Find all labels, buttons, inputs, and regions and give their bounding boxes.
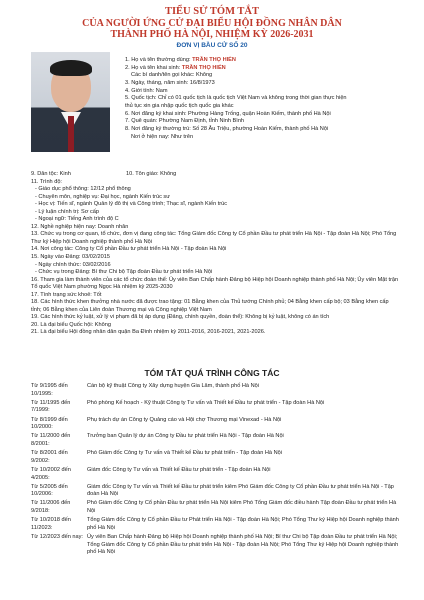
portrait-tie — [68, 116, 74, 152]
work-row — [31, 400, 401, 415]
work-description: Giám đốc Công ty Tư vấn và Thiết kế Đầu tư phát triển kiêm Phó Giám đốc Công ty Cổ phần Đầu tư phát triển Hà Nội - Tập đoàn Hà Nội — [87, 483, 394, 498]
work-description: Ủy viên Ban Chấp hành Đảng bộ Hiệp hội Doanh nghiệp thành phố Hà Nội; Bí thư Chi bộ Tập đoàn Đầu tư phát triển Hà Nội; Tổng Giám đốc Công ty Cổ phần Đầu tư phát triển Hà Nội - Tập đoàn Hà Nội; Phó Tổng Thư ký Hiệp hội Doanh nghiệp thành phố Hà Nội — [87, 534, 399, 556]
work-period: Từ 11/2000 đến 8/2001: — [31, 433, 71, 447]
info-row — [125, 126, 421, 134]
info-row — [125, 57, 421, 65]
election-unit: ĐƠN VỊ BẦU CỬ SỐ 20 — [176, 42, 248, 49]
detail-item: 16. Tham gia làm thành viên của các tổ chức đoàn thể: Ủy viên Ban Chấp hành Đảng bộ Hiệp hội Doanh nghiệp thành phố Hà Nội; Ủy viên Mặt trận Tổ quốc Việt Nam phường Ngọc Hà nhiệm kỳ 2025-2030 — [31, 276, 399, 291]
ethnicity-religion-row — [31, 171, 399, 179]
portrait-hair — [50, 60, 92, 76]
info-row — [125, 65, 421, 73]
work-period: Từ 10/2018 đến 11/2023: — [31, 517, 71, 531]
details-list — [31, 179, 399, 337]
detail-item: 15. Ngày vào Đảng: 03/02/2015 — [31, 254, 110, 261]
work-description: Phụ trách dự án Công ty Quảng cáo và Hội chợ Thương mại Vinexad - Hà Nội — [87, 416, 282, 423]
info-value: TRẦN THỌ HIỂN — [192, 57, 236, 63]
work-row — [31, 433, 401, 448]
candidate-details — [31, 171, 399, 337]
info-label: 1. Họ và tên thường dùng: — [125, 57, 193, 63]
ethnicity: 9. Dân tộc: Kinh — [31, 171, 71, 177]
work-period: Từ 11/2006 đến 9/2018: — [31, 500, 71, 515]
work-description: Cán bộ kỹ thuật Công ty Xây dựng huyện Gia Lâm, thành phố Hà Nội — [87, 383, 259, 389]
work-description: Giám đốc Công ty Tư vấn và Thiết kế Đầu tư phát triển - Tập đoàn Hà Nội — [87, 466, 271, 473]
work-row — [31, 500, 401, 515]
info-label: Các bí danh/tên gọi khác: Không — [131, 72, 213, 79]
detail-item: 12. Nghề nghiệp hiện nay: Doanh nhân — [31, 223, 129, 230]
detail-item: - Chức vụ trong Đảng: Bí thư Chi bộ Tập đoàn Đầu tư phát triển Hà Nội — [35, 269, 213, 276]
detail-item: 13. Chức vụ trong cơ quan, tổ chức, đơn vị đang công tác: Tổng Giám đốc Công ty Cổ phần Đầu tư phát triển Hà Nội - Tập đoàn Hà Nội; Phó Tổng Thư ký Hiệp hội Doanh nghiệp thành phố Hà Nội — [31, 231, 397, 245]
work-period: Từ 8/2001 đến 9/2002: — [31, 450, 68, 464]
document-subtitle-term: THÀNH PHỐ HÀ NỘI, NHIỆM KỲ 2026-2031 — [110, 29, 314, 40]
work-row — [31, 450, 401, 465]
work-description: Phó Giám đốc Công ty Cổ phần Đầu tư phát triển Hà Nội kiêm Phó Tổng Giám đốc điều hành Tập đoàn Đầu tư phát triển Hà Nội — [87, 500, 397, 515]
religion: 10. Tôn giáo: Không — [126, 171, 177, 177]
info-label: thủ tục xin gia nhập quốc tịch quốc gia khác — [125, 102, 234, 109]
personal-info — [125, 57, 421, 141]
detail-item: 17. Tình trạng sức khoẻ: Tốt — [31, 291, 102, 298]
detail-item: 19. Các hình thức kỷ luật, xử lý vi phạm đã bị áp dụng (Đảng, chính quyền, đoàn thể): Không bị kỷ luật, không có án tích — [31, 314, 330, 321]
work-description: Trưởng ban Quản lý dự án Công ty Đầu tư phát triển Hà Nội - Tập đoàn Hà Nội — [87, 433, 284, 440]
info-label: 4. Giới tính: Nam — [125, 87, 168, 94]
info-label: 7. Quê quán: Phường Nam Định, tỉnh Ninh Bình — [125, 118, 245, 125]
detail-item: 21. Là đại biểu Hội đồng nhân dân quận Ba Đình nhiệm kỳ 2011-2016, 2016-2021, 2021-2026. — [31, 329, 266, 336]
work-history-title: TÓM TẮT QUÁ TRÌNH CÔNG TÁC — [144, 368, 280, 378]
info-row — [125, 103, 421, 111]
info-label: 8. Nơi đăng ký thường trú: Số 28 Âu Triệu, phường Hoàn Kiếm, thành phố Hà Nội — [125, 125, 329, 132]
detail-item: 20. Là đại biểu Quốc hội: Không — [31, 321, 111, 328]
work-description: Phó phòng Kế hoạch - Kỹ thuật Công ty Tư vấn và Thiết kế Đầu tư phát triển - Tập đoàn Hà Nội — [87, 399, 325, 406]
info-row — [125, 80, 421, 88]
detail-item: - Giáo dục phổ thông: 12/12 phổ thông — [35, 186, 131, 193]
work-history — [31, 383, 401, 558]
detail-item: 11. Trình độ: — [31, 178, 62, 185]
detail-item: - Ngày chính thức: 03/02/2016 — [35, 261, 111, 268]
work-row — [31, 467, 401, 482]
info-label: Nơi ở hiện nay: Như trên — [131, 133, 194, 140]
detail-item: - Học vị: Tiến sĩ, ngành Quản lý đô thị và Công trình; Thạc sĩ, ngành Kiến trúc — [35, 201, 228, 208]
work-row — [31, 517, 401, 532]
info-label: 3. Ngày, tháng, năm sinh: 16/8/1973 — [125, 79, 215, 86]
detail-item: 14. Nơi công tác: Công ty Cổ phần Đầu tư phát triển Hà Nội - Tập đoàn Hà Nội — [31, 246, 227, 253]
info-label: 6. Nơi đăng ký khai sinh: Phường Hàng Trống, quận Hoàn Kiếm, thành phố Hà Nội — [125, 110, 331, 117]
work-description: Phó Giám đốc Công ty Tư vấn và Thiết kế Đầu tư phát triển - Tập đoàn Hà Nội — [87, 450, 282, 457]
work-period: Từ 8/1999 đến 10/2000: — [31, 416, 68, 431]
work-period: Từ 10/2002 đến 4/2005: — [31, 466, 71, 481]
info-row — [125, 95, 421, 103]
candidate-portrait — [31, 52, 110, 152]
work-period: Từ 12/2023 đến nay: — [31, 534, 83, 541]
info-row — [125, 72, 421, 80]
work-row — [31, 534, 401, 557]
work-row — [31, 484, 401, 499]
work-period: Từ 11/1995 đến 7/1999: — [31, 399, 71, 414]
info-row — [125, 134, 421, 142]
detail-item: - Chuyên môn, nghiệp vụ: Đại học, ngành Kiến trúc sư — [35, 193, 170, 200]
detail-item: - Ngoại ngữ: Tiếng Anh trình độ C — [35, 216, 119, 223]
document-header — [0, 6, 424, 50]
info-value: TRẦN THỌ HIỂN — [181, 64, 226, 71]
work-row — [31, 417, 401, 432]
document-subtitle: CỦA NGƯỜI ỨNG CỬ ĐẠI BIỂU HỘI ĐỒNG NHÂN DÂN — [82, 18, 342, 29]
work-period: Từ 5/2005 đến 10/2006: — [31, 483, 68, 498]
info-label: 5. Quốc tịch: Chỉ có 01 quốc tịch là quốc tịch Việt Nam và không trong thời gian thực hiện — [125, 95, 347, 102]
info-row — [125, 118, 421, 126]
info-label: 2. Họ và tên khai sinh: — [125, 64, 182, 71]
document-title: TIỂU SỬ TÓM TẮT — [164, 6, 260, 17]
work-description: Tổng Giám đốc Công ty Cổ phần Đầu tư Phát triển Hà Nội - Tập đoàn Hà Nội; Phó Tổng Thư ký Hiệp hội Doanh nghiệp thành phố Hà Nội — [87, 517, 399, 531]
work-row — [31, 383, 401, 398]
work-period: Từ 9/1995 đến 10/1995: — [31, 383, 68, 397]
detail-item: 18. Các hình thức khen thưởng nhà nước đã được trao tặng: 01 Bằng khen của Thủ tướng Chính phủ; 04 Bằng khen cấp bộ; 03 Bằng khen cấp tỉnh; 06 Bằng khen của Liên đoàn Thương mại và Công nghiệp Việt Nam — [31, 299, 389, 313]
detail-item: - Lý luận chính trị: Sơ cấp — [35, 208, 99, 215]
